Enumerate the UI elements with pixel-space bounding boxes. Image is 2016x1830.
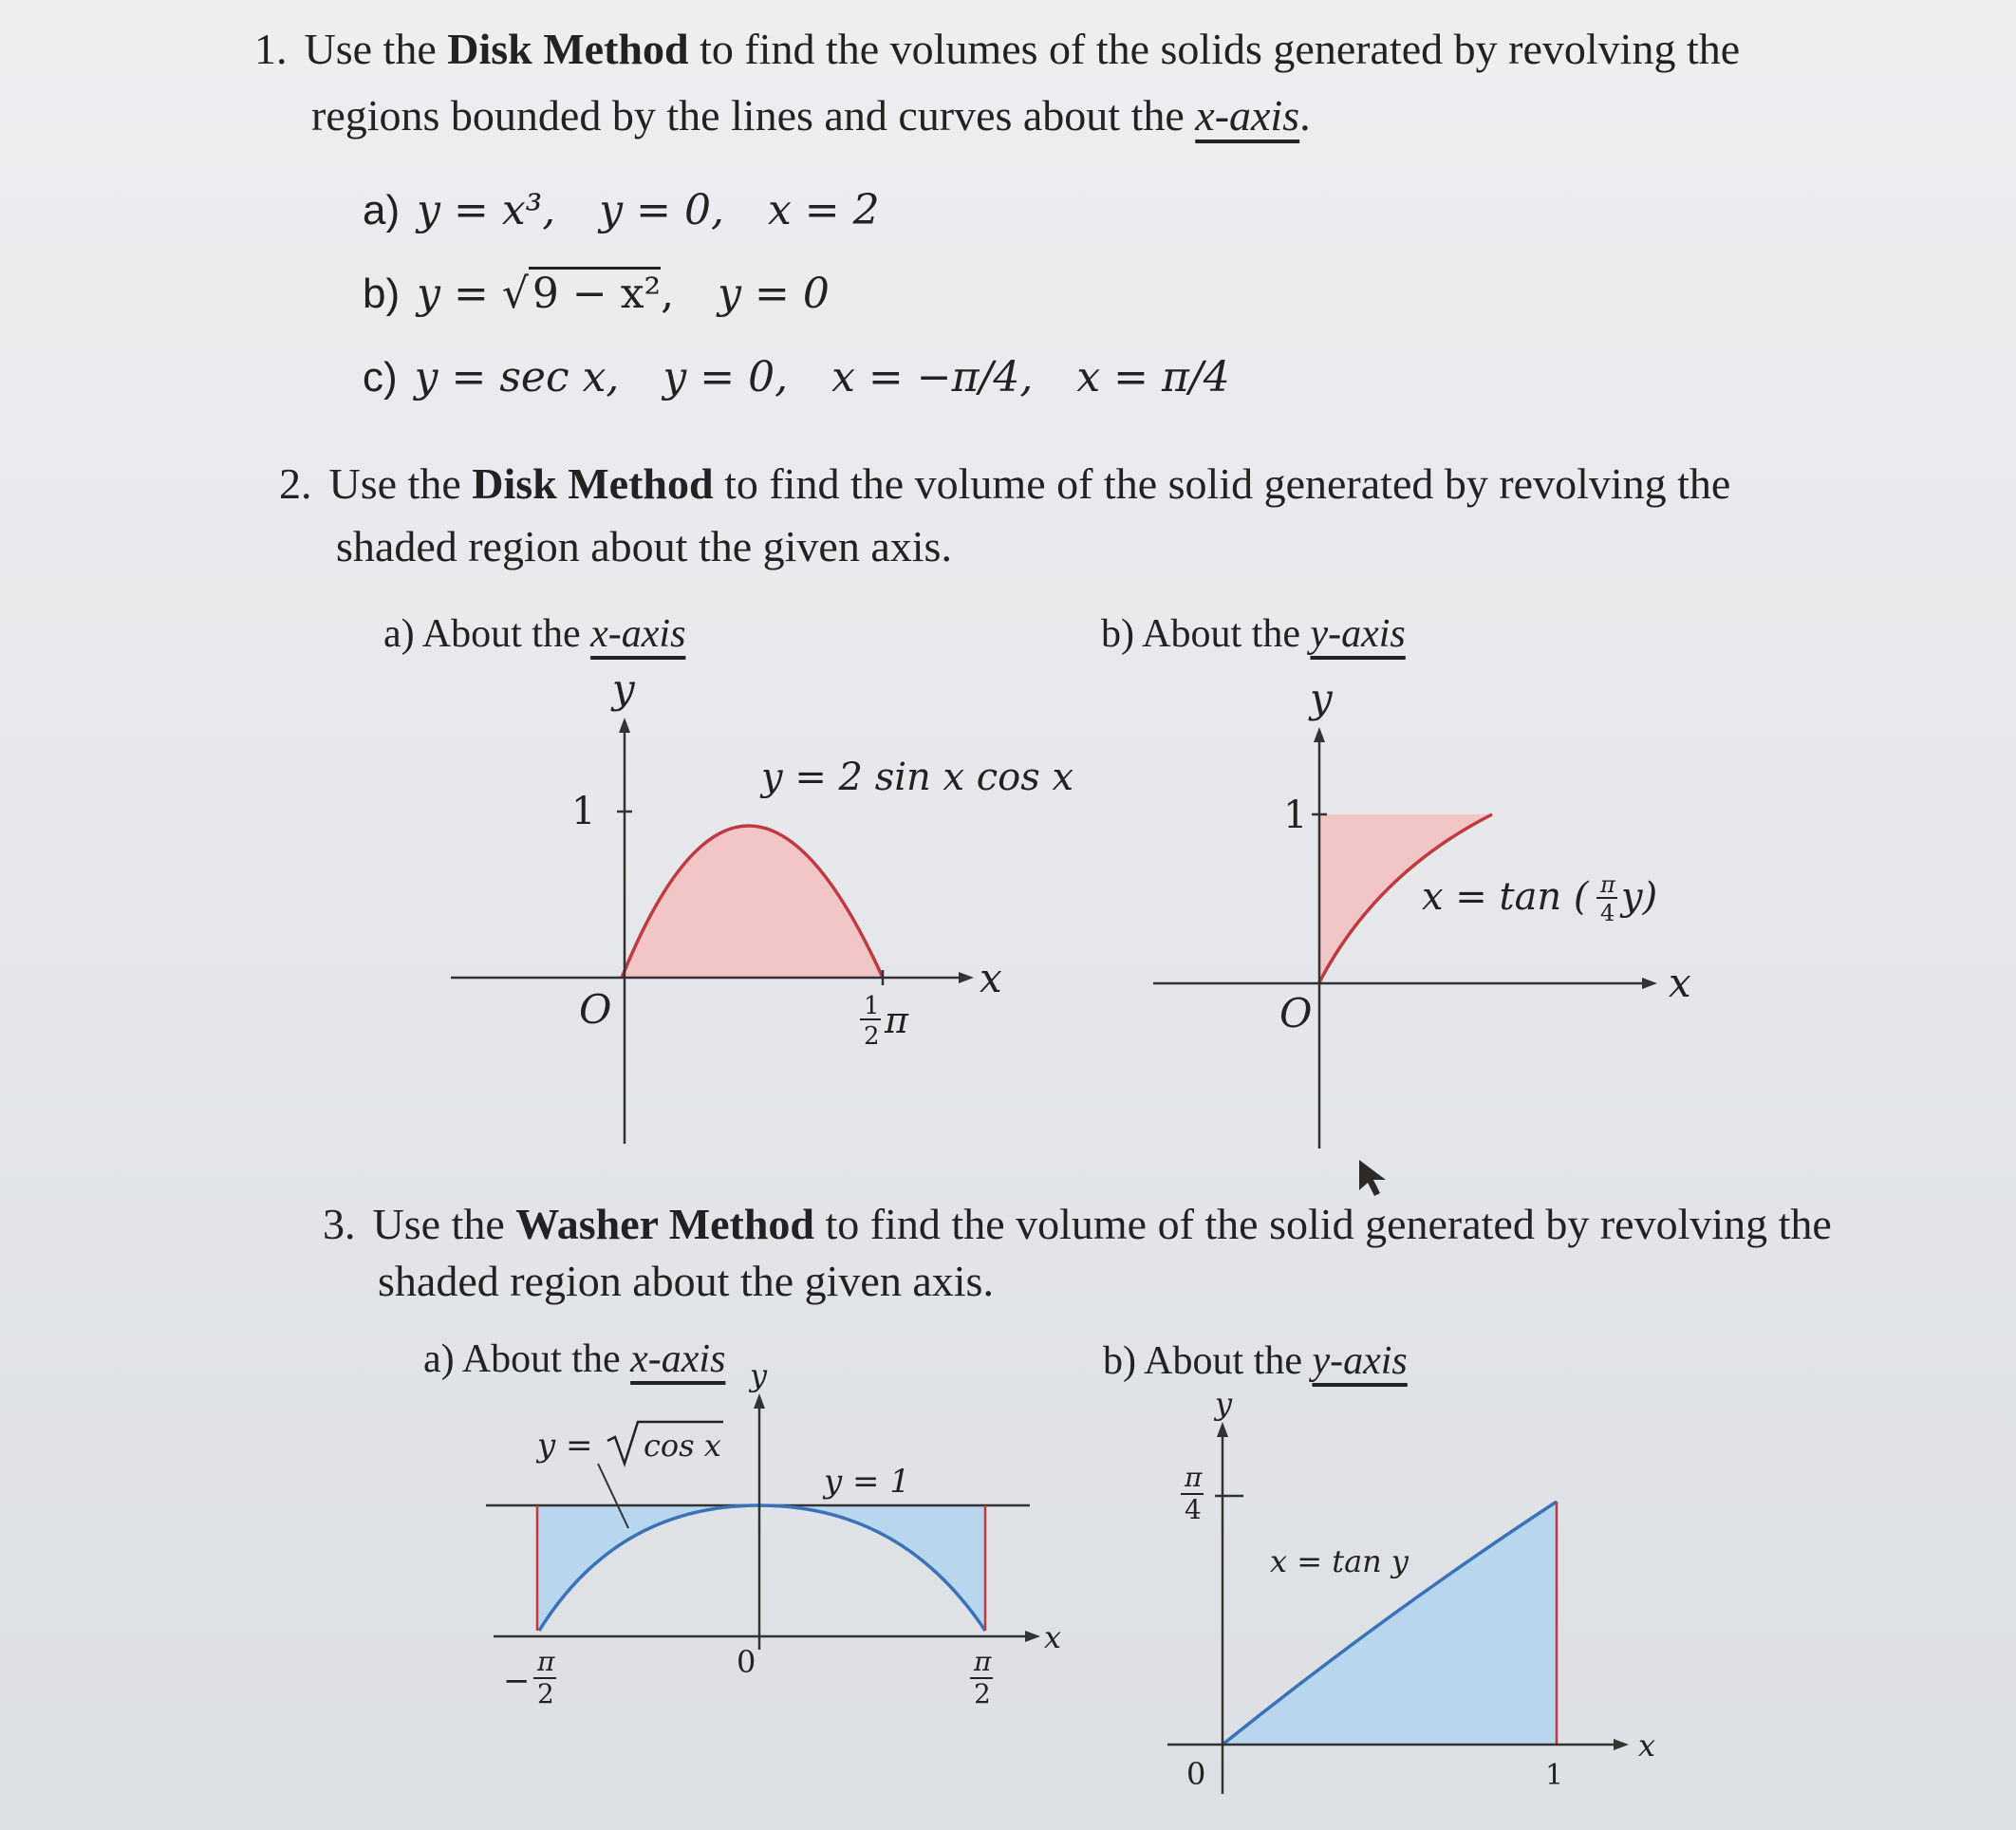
y-axis-label: y <box>1215 1386 1233 1422</box>
text: Use the <box>304 25 448 73</box>
y-tick-label: 1 <box>1283 794 1308 837</box>
problem-2-line-2: shaded region about the given axis. <box>336 522 952 570</box>
axis-name: x-axis <box>630 1337 726 1381</box>
graph-2a <box>446 664 1074 1148</box>
origin-label: O <box>1279 990 1313 1036</box>
x-axis-label: x <box>1044 1619 1062 1655</box>
part-label: b) <box>363 271 401 317</box>
expression: y = sec x, <box>414 353 620 401</box>
tick-left-sign: − <box>503 1662 531 1700</box>
x-axis-label: x <box>1669 960 1691 1006</box>
text: . <box>1299 91 1311 140</box>
expression: y = √ <box>417 270 529 318</box>
text: regions bounded by the lines and curves about the <box>311 91 1196 140</box>
x-axis-arrow <box>959 972 974 983</box>
text: Use the <box>328 459 473 508</box>
problem-3a-label <box>423 1336 725 1382</box>
curve-radicand: cos x <box>644 1428 721 1464</box>
expression: y = 0 <box>718 270 830 318</box>
x-axis-arrow <box>1614 1739 1629 1750</box>
curve-label-prefix: x = tan ( <box>1422 875 1589 919</box>
shaded-region <box>1223 1502 1557 1745</box>
shaded-region-left <box>537 1505 759 1631</box>
axis-name: y-axis <box>1312 1339 1408 1383</box>
radicand: 9 − x² <box>529 267 661 318</box>
text: to find the volume of the solid generated by revolving the <box>814 1200 1832 1248</box>
problem-2-line-1 <box>279 458 1730 510</box>
y-tick-num: π <box>1185 1462 1203 1493</box>
tick-right-den: 2 <box>974 1678 991 1709</box>
mouse-pointer-icon <box>1357 1158 1395 1200</box>
tick-left-den: 2 <box>537 1678 554 1709</box>
problem-2a-label <box>383 611 685 657</box>
curve-label-suffix: y) <box>1621 875 1658 919</box>
axis-name: x-axis <box>1195 91 1300 140</box>
part-label: a) <box>363 187 401 233</box>
y-axis-arrow <box>1217 1422 1228 1437</box>
text: b) About the <box>1101 612 1311 656</box>
y-axis-arrow <box>619 718 630 733</box>
problem-2b-label <box>1101 611 1406 657</box>
x-tick-label: 1 <box>1545 1759 1564 1792</box>
x-axis-label: x <box>980 955 1002 1001</box>
expression: y = x³, <box>417 186 556 234</box>
text: a) About the <box>383 612 591 656</box>
text: b) About the <box>1103 1339 1313 1383</box>
comma: , <box>661 270 675 318</box>
y-tick-label: 1 <box>571 790 596 833</box>
y-axis-arrow <box>754 1393 765 1409</box>
problem-3-line-2: shaded region about the given axis. <box>378 1257 994 1305</box>
expression: y = 0, <box>599 186 724 234</box>
curve-label: x = tan y <box>1270 1543 1409 1579</box>
x-tick-den: 2 <box>864 1022 880 1051</box>
y-tick-den: 4 <box>1185 1494 1202 1525</box>
graph-2b <box>1148 674 1737 1158</box>
text: to find the volumes of the solids generated by revolving the <box>688 25 1741 73</box>
axis-name: y-axis <box>1310 612 1406 656</box>
origin-label: O <box>579 986 612 1033</box>
curve-label-prefix: y = <box>537 1427 593 1465</box>
y-axis-label: y <box>612 665 635 712</box>
expression: x = 2 <box>767 186 880 234</box>
y-axis-label: y <box>750 1357 768 1393</box>
tick-right-num: π <box>974 1646 992 1677</box>
curve-frac-den: 4 <box>1600 900 1615 926</box>
problem-1a <box>363 186 880 234</box>
problem-number: 2. <box>279 459 312 508</box>
curve-label: y = 2 sin x cos x <box>761 756 1074 799</box>
y-axis-label: y <box>1310 675 1333 721</box>
text: a) About the <box>423 1337 631 1381</box>
tick-left-num: π <box>537 1646 555 1677</box>
text: Use the <box>372 1200 516 1248</box>
curve-frac-num: π <box>1600 871 1615 898</box>
problem-number: 1. <box>254 25 288 73</box>
expression: x = −π/4, <box>831 353 1034 401</box>
x-axis-label: x <box>1638 1727 1656 1764</box>
graph-3b <box>1167 1386 1699 1794</box>
expression: x = π/4 <box>1076 353 1230 401</box>
method-name: Disk Method <box>472 459 714 508</box>
x-axis-arrow <box>1642 978 1657 989</box>
problem-3b-label <box>1103 1338 1408 1384</box>
x-tick-num: 1 <box>864 992 880 1020</box>
problem-1-line-2 <box>311 89 1311 141</box>
problem-1b <box>363 270 830 318</box>
problem-1-line-1 <box>254 23 1740 75</box>
problem-3-line-1 <box>323 1198 1832 1250</box>
x-axis-arrow <box>1025 1631 1040 1642</box>
axis-name: x-axis <box>590 612 686 656</box>
problem-1c <box>363 353 1230 401</box>
part-label: c) <box>363 354 398 401</box>
origin-label: 0 <box>1186 1756 1206 1792</box>
method-name: Washer Method <box>515 1200 815 1248</box>
y-axis-arrow <box>1314 727 1325 742</box>
method-name: Disk Method <box>447 25 689 73</box>
problem-number: 3. <box>323 1200 356 1248</box>
x-tick-pi: π <box>885 999 908 1041</box>
text: to find the volume of the solid generated by revolving the <box>713 459 1731 508</box>
expression: y = 0, <box>663 353 789 401</box>
line-label: y = 1 <box>824 1463 910 1501</box>
origin-label: 0 <box>737 1644 756 1680</box>
shaded-region-right <box>759 1505 985 1631</box>
